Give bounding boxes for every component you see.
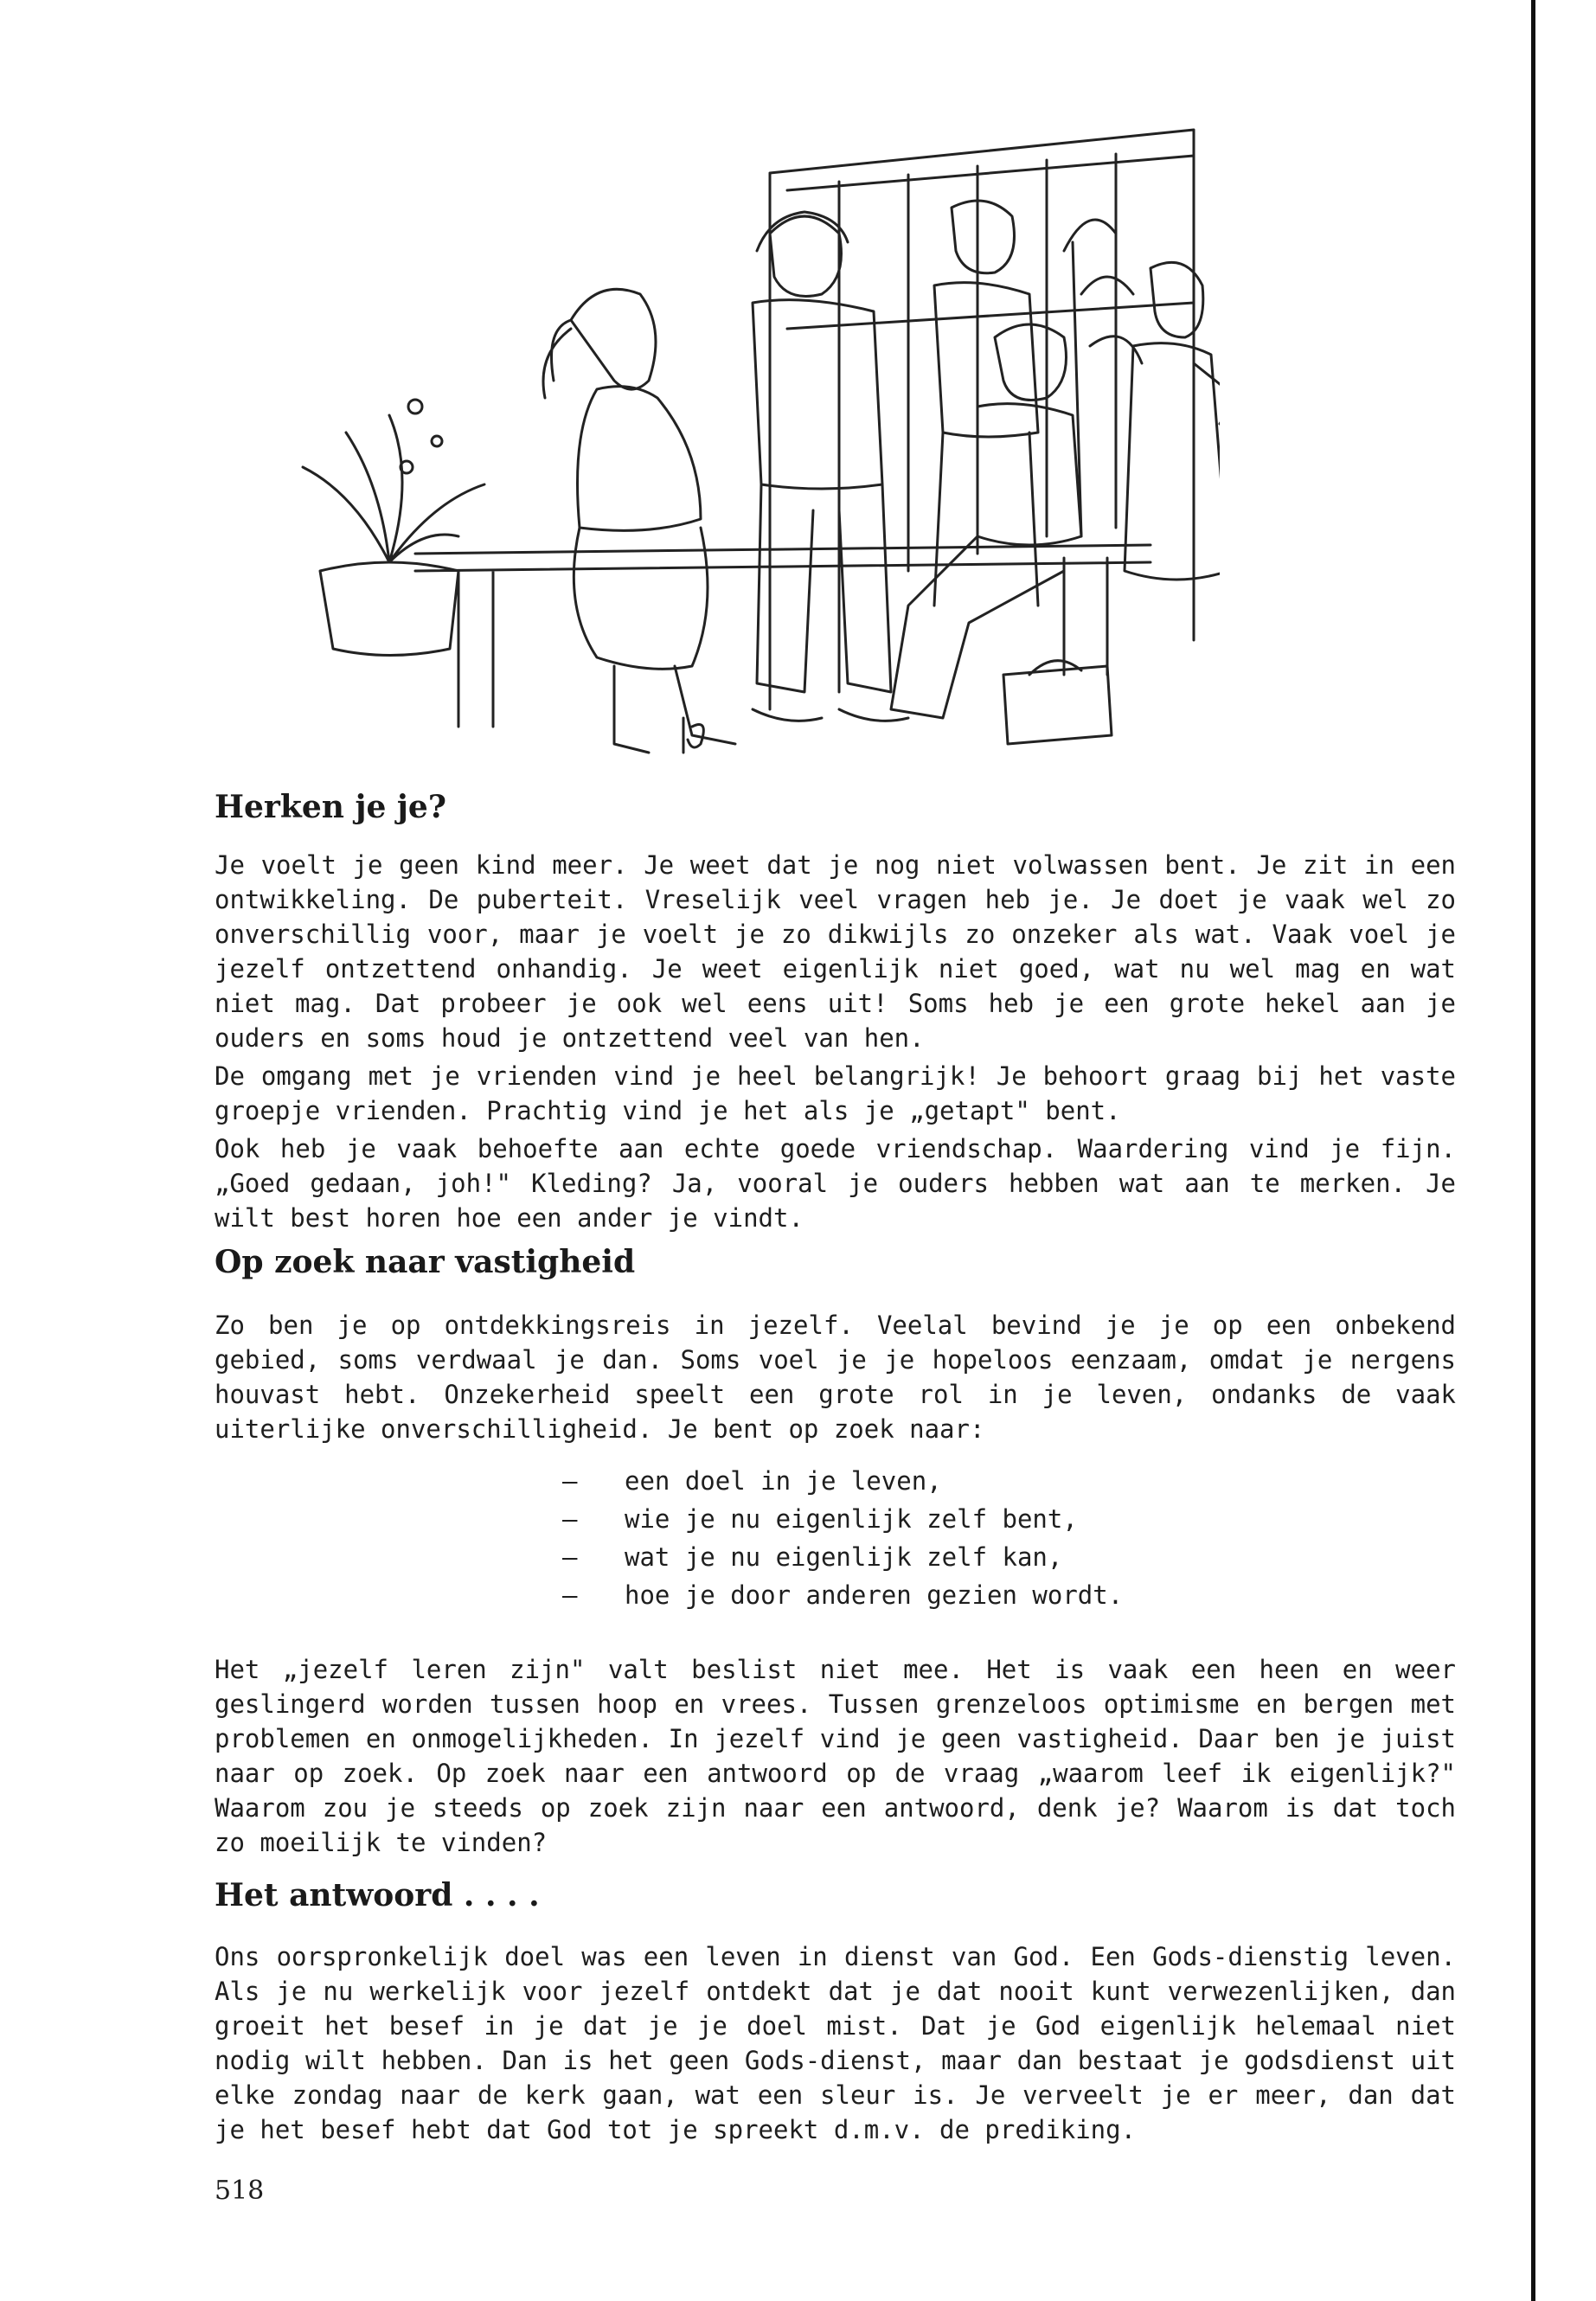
teenagers-illustration <box>285 121 1220 779</box>
page-number: 518 <box>215 2176 265 2206</box>
search-list <box>562 1462 1341 1614</box>
paragraph: Ook heb je vaak behoefte aan echte goede vriendschap. Waardering vind je fijn. „Goed gedaan, joh!" Kleding? Ja, vooral je ouders hebben wat aan te merken. Je wilt best horen hoe een ander je vindt. <box>215 1134 1456 1233</box>
section-herken-je-je-text <box>215 848 1456 1235</box>
page-edge-rule <box>1531 0 1535 2301</box>
heading-op-zoek-naar-vastigheid: Op zoek naar vastigheid <box>215 1244 636 1280</box>
list-item: — wat je nu eigenlijk zelf kan, <box>562 1542 1063 1572</box>
section-vastigheid-outro <box>215 1652 1456 1860</box>
heading-het-antwoord: Het antwoord . . . . <box>215 1877 540 1913</box>
paragraph: Je voelt je geen kind meer. Je weet dat je nog niet volwassen bent. Je zit in een ontwikkeling. De puberteit. Vreselijk veel vragen heb je. Je doet je vaak wel zo onverschillig voor, maar je voelt je zo dikwijls zo onzeker als wat. Vaak voel je jezelf ontzettend onhandig. Je weet eigenlijk niet goed, wat nu wel mag en wat niet mag. Dat probeer je ook wel eens uit! Soms heb je een grote hekel aan je ouders en soms houd je ontzettend veel van hen. <box>215 850 1456 1053</box>
section-het-antwoord-text <box>215 1939 1456 2147</box>
list-item: — wie je nu eigenlijk zelf bent, <box>562 1504 1078 1534</box>
paragraph: Ons oorspronkelijk doel was een leven in dienst van God. Een Gods-dienstig leven. Als je nu werkelijk voor jezelf ontdekt dat je dat nooit kunt verwezenlijken, dan groeit het besef in je dat je je doel mist. Dat je God eigenlijk helemaal niet nodig wilt hebben. Dan is het geen Gods-dienst, maar dan bestaat je godsdienst uit elke zondag naar de kerk gaan, wat een sleur is. Je verveelt je er meer, dan dat je het besef hebt dat God tot je spreekt d.m.v. de prediking. <box>215 1942 1456 2144</box>
paragraph: Zo ben je op ontdekkingsreis in jezelf. Veelal bevind je je op een onbekend gebied, soms verdwaal je dan. Soms voel je je hopeloos eenzaam, omdat je nergens houvast hebt. Onzekerheid speelt een grote rol in je leven, ondanks de vaak uiterlijke onverschilligheid. Je bent op zoek naar: <box>215 1311 1456 1444</box>
paragraph: De omgang met je vrienden vind je heel belangrijk! Je behoort graag bij het vaste groepje vrienden. Prachtig vind je het als je „getapt" bent. <box>215 1061 1456 1125</box>
section-vastigheid-intro <box>215 1308 1456 1446</box>
paragraph: Het „jezelf leren zijn" valt beslist niet mee. Het is vaak een heen en weer geslingerd worden tussen hoop en vrees. Tussen grenzeloos optimisme en bergen met problemen en onmogelijkheden. In jezelf vind je geen vastigheid. Daar ben je juist naar op zoek. Op zoek naar een antwoord op de vraag „waarom leef ik eigenlijk?" Waarom zou je steeds op zoek zijn naar een antwoord, denk je? Waarom is dat toch zo moeilijk te vinden? <box>215 1655 1456 1857</box>
list-item: — een doel in je leven, <box>562 1466 942 1496</box>
list-item: — hoe je door anderen gezien wordt. <box>562 1580 1124 1610</box>
heading-herken-je-je: Herken je je? <box>215 789 446 825</box>
